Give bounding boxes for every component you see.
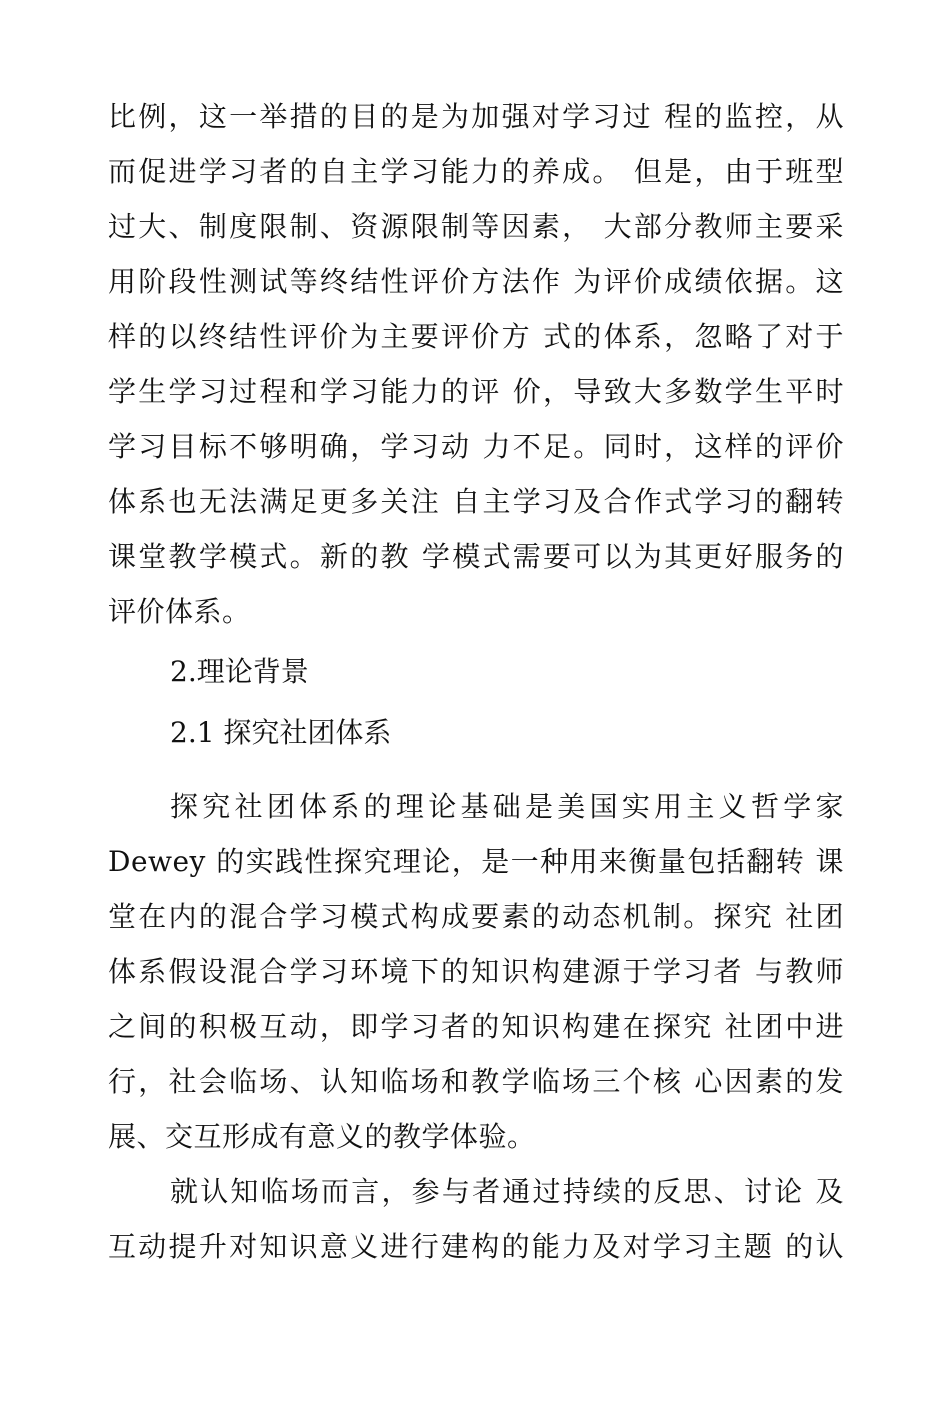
- text-line: 过大、制度限制、资源限制等因素， 大部分教师主要采: [108, 210, 844, 243]
- text-line: Dewey 的实践性探究理论，是一种用来衡量包括翻转 课: [108, 845, 844, 878]
- text-line: 之间的积极互动，即学习者的知识构建在探究 社团中进: [108, 1010, 844, 1043]
- text-line: 用阶段性测试等终结性评价方法作 为评价成绩依据。这: [108, 265, 844, 298]
- text-line: 体系也无法满足更多关注 自主学习及合作式学习的翻转: [108, 485, 844, 518]
- text-line: 而促进学习者的自主学习能力的养成。 但是，由于班型: [108, 155, 844, 188]
- text-line: 互动提升对知识意义进行建构的能力及对学习主题 的认: [108, 1230, 844, 1263]
- text-line: 就认知临场而言，参与者通过持续的反思、讨论 及: [170, 1175, 844, 1208]
- text-line: 比例，这一举措的目的是为加强对学习过 程的监控，从: [108, 100, 844, 133]
- text-line: 堂在内的混合学习模式构成要素的动态机制。探究 社团: [108, 900, 844, 933]
- text-line: 行，社会临场、认知临场和教学临场三个核 心因素的发: [108, 1065, 844, 1098]
- text-line: 评价体系。: [108, 595, 251, 628]
- text-line: 体系假设混合学习环境下的知识构建源于学习者 与教师: [108, 955, 844, 988]
- text-line: 展、交互形成有意义的教学体验。: [108, 1120, 536, 1153]
- text-line: 学习目标不够明确，学习动 力不足。同时，这样的评价: [108, 430, 844, 463]
- text-line: 学生学习过程和学习能力的评 价，导致大多数学生平时: [108, 375, 844, 408]
- text-line: 探究社团体系的理论基础是美国实用主义哲学家: [170, 790, 844, 823]
- text-line: 样的以终结性评价为主要评价方 式的体系，忽略了对于: [108, 320, 844, 353]
- section-heading: 2.理论背景: [170, 655, 309, 688]
- text-line: 课堂教学模式。新的教 学模式需要可以为其更好服务的: [108, 540, 844, 573]
- subsection-heading: 2.1 探究社团体系: [170, 716, 392, 749]
